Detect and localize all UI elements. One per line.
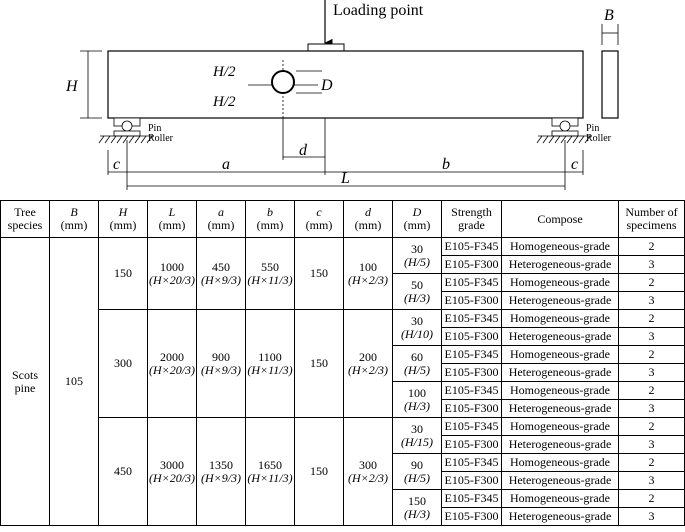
c-value-cell: 150	[295, 418, 344, 526]
c-value-cell: 150	[295, 238, 344, 310]
h-value-cell: 300	[99, 310, 148, 418]
specimen-count-cell: 2	[619, 274, 685, 292]
specimen-count-cell: 3	[619, 472, 685, 490]
compose-cell: Homogeneous-grade	[502, 274, 619, 292]
h2-bottom-label: H/2	[213, 94, 236, 110]
column-header: Strength grade	[442, 201, 502, 238]
c-left-label: c	[113, 156, 121, 173]
column-header: Tree species	[1, 201, 50, 238]
left-support	[99, 118, 154, 143]
specimen-table	[0, 200, 685, 526]
column-header: b (mm)	[246, 201, 295, 238]
compose-cell: Homogeneous-grade	[502, 346, 619, 364]
specimen-count-cell: 3	[619, 508, 685, 526]
table-header-row	[1, 201, 685, 238]
strength-grade-cell: E105-F345	[442, 418, 502, 436]
compose-cell: Homogeneous-grade	[502, 382, 619, 400]
compose-cell: Homogeneous-grade	[502, 418, 619, 436]
hole-diameter-cell: 30 (H/5)	[393, 238, 442, 274]
column-header: a (mm)	[197, 201, 246, 238]
d-label: d	[299, 142, 307, 159]
specimen-count-cell: 3	[619, 328, 685, 346]
hole-diameter-cell: 90 (H/5)	[393, 454, 442, 490]
loading-point-label: Loading point	[333, 2, 424, 19]
b-span-value-cell: 1650 (H×11/3)	[246, 418, 295, 526]
compose-cell: Heterogeneous-grade	[502, 472, 619, 490]
strength-grade-cell: E105-F300	[442, 400, 502, 418]
hole-diameter-cell: 60 (H/5)	[393, 346, 442, 382]
compose-cell: Heterogeneous-grade	[502, 292, 619, 310]
hole-diameter-cell: 30 (H/15)	[393, 418, 442, 454]
compose-cell: Heterogeneous-grade	[502, 436, 619, 454]
strength-grade-cell: E105-F300	[442, 364, 502, 382]
specimen-count-cell: 3	[619, 256, 685, 274]
b-span-value-cell: 550 (H×11/3)	[246, 238, 295, 310]
strength-grade-cell: E105-F300	[442, 292, 502, 310]
strength-grade-cell: E105-F345	[442, 382, 502, 400]
roller-left-label: Roller	[148, 133, 173, 144]
right-support	[537, 118, 592, 143]
compose-cell: Homogeneous-grade	[502, 310, 619, 328]
column-header: L (mm)	[148, 201, 197, 238]
b-span-label: b	[442, 156, 450, 173]
species-cell: Scots pine	[1, 238, 50, 526]
specimen-count-cell: 2	[619, 454, 685, 472]
compose-cell: Heterogeneous-grade	[502, 328, 619, 346]
l-value-cell: 3000 (H×20/3)	[148, 418, 197, 526]
compose-cell: Heterogeneous-grade	[502, 256, 619, 274]
specimen-count-cell: 3	[619, 436, 685, 454]
beam-diagram	[0, 0, 685, 200]
specimen-count-cell: 2	[619, 346, 685, 364]
strength-grade-cell: E105-F345	[442, 454, 502, 472]
l-value-cell: 1000 (H×20/3)	[148, 238, 197, 310]
roller-right-label: Roller	[586, 133, 611, 144]
compose-cell: Heterogeneous-grade	[502, 364, 619, 382]
l-label: L	[341, 170, 350, 187]
b-width-label: B	[604, 7, 614, 24]
pin-left-label: Pin	[148, 123, 162, 134]
strength-grade-cell: E105-F300	[442, 328, 502, 346]
table-row	[1, 310, 685, 328]
a-label: a	[222, 156, 230, 173]
column-header: Compose	[502, 201, 619, 238]
h-value-cell: 450	[99, 418, 148, 526]
h-label: H	[66, 78, 78, 95]
hole-diameter-cell: 100 (H/3)	[393, 382, 442, 418]
cross-section	[602, 51, 618, 118]
beam	[108, 51, 583, 118]
column-header: B (mm)	[50, 201, 99, 238]
strength-grade-cell: E105-F300	[442, 436, 502, 454]
specimen-count-cell: 3	[619, 364, 685, 382]
table-row	[1, 238, 685, 256]
strength-grade-cell: E105-F345	[442, 238, 502, 256]
a-value-cell: 900 (H×9/3)	[197, 310, 246, 418]
load-plate	[308, 44, 344, 51]
specimen-count-cell: 2	[619, 238, 685, 256]
specimen-count-cell: 2	[619, 382, 685, 400]
c-value-cell: 150	[295, 310, 344, 418]
d-value-cell: 200 (H×2/3)	[344, 310, 393, 418]
strength-grade-cell: E105-F345	[442, 346, 502, 364]
strength-grade-cell: E105-F300	[442, 508, 502, 526]
table-row	[1, 418, 685, 436]
l-value-cell: 2000 (H×20/3)	[148, 310, 197, 418]
c-right-label: c	[571, 156, 579, 173]
specimen-count-cell: 3	[619, 400, 685, 418]
a-value-cell: 450 (H×9/3)	[197, 238, 246, 310]
column-header: D (mm)	[393, 201, 442, 238]
column-header: c (mm)	[295, 201, 344, 238]
d-value-cell: 300 (H×2/3)	[344, 418, 393, 526]
column-header: H (mm)	[99, 201, 148, 238]
hole-diameter-label: D	[321, 77, 333, 94]
compose-cell: Homogeneous-grade	[502, 454, 619, 472]
strength-grade-cell: E105-F345	[442, 490, 502, 508]
b-value-cell: 105	[50, 238, 99, 526]
column-header: Number of specimens	[619, 201, 685, 238]
hole-diameter-cell: 50 (H/3)	[393, 274, 442, 310]
strength-grade-cell: E105-F300	[442, 256, 502, 274]
column-header: d (mm)	[344, 201, 393, 238]
specimen-count-cell: 3	[619, 292, 685, 310]
specimen-count-cell: 2	[619, 490, 685, 508]
d-value-cell: 100 (H×2/3)	[344, 238, 393, 310]
compose-cell: Heterogeneous-grade	[502, 508, 619, 526]
strength-grade-cell: E105-F345	[442, 274, 502, 292]
hole-diameter-cell: 150 (H/3)	[393, 490, 442, 526]
compose-cell: Homogeneous-grade	[502, 490, 619, 508]
compose-cell: Heterogeneous-grade	[502, 400, 619, 418]
pin-right-label: Pin	[586, 123, 600, 134]
h-value-cell: 150	[99, 238, 148, 310]
hole-diameter-cell: 30 (H/10)	[393, 310, 442, 346]
strength-grade-cell: E105-F345	[442, 310, 502, 328]
hole	[272, 71, 294, 93]
h2-top-label: H/2	[213, 64, 236, 80]
b-span-value-cell: 1100 (H×11/3)	[246, 310, 295, 418]
compose-cell: Homogeneous-grade	[502, 238, 619, 256]
strength-grade-cell: E105-F300	[442, 472, 502, 490]
specimen-count-cell: 2	[619, 418, 685, 436]
a-value-cell: 1350 (H×9/3)	[197, 418, 246, 526]
specimen-count-cell: 2	[619, 310, 685, 328]
